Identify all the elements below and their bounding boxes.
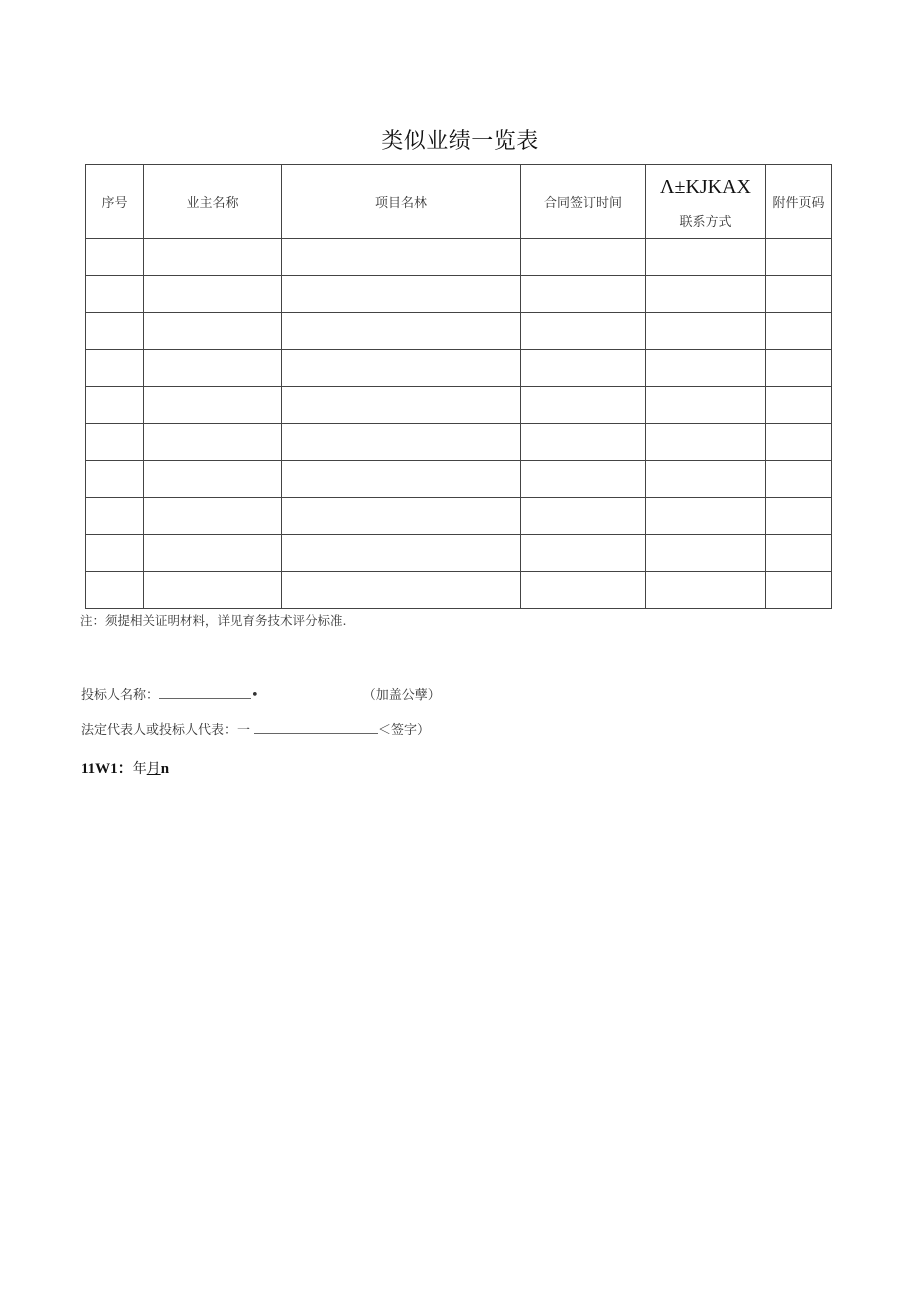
bidder-label: 投标人名称： xyxy=(81,688,160,703)
cell-project-name[interactable] xyxy=(282,572,521,609)
cell-contract-date[interactable] xyxy=(521,350,646,387)
cell-owner-name[interactable] xyxy=(144,572,282,609)
cell-owner-name[interactable] xyxy=(144,387,282,424)
table-row xyxy=(86,424,832,461)
performance-table xyxy=(85,164,832,609)
cell-owner-name[interactable] xyxy=(144,313,282,350)
header-project-name: 项目名林 xyxy=(282,165,521,239)
cell-project-name[interactable] xyxy=(282,535,521,572)
cell-project-name[interactable] xyxy=(282,313,521,350)
table-row xyxy=(86,276,832,313)
cell-contract-date[interactable] xyxy=(521,461,646,498)
cell-contract-date[interactable] xyxy=(521,313,646,350)
table-body xyxy=(86,239,832,609)
date-year: 年 xyxy=(132,761,147,777)
header-contact-top: Λ±KJKAX xyxy=(659,176,752,198)
cell-contact[interactable] xyxy=(646,535,766,572)
cell-owner-name[interactable] xyxy=(144,461,282,498)
table-header-row xyxy=(86,165,832,239)
header-attachment-page: 附件页码 xyxy=(766,165,832,239)
header-contact-bottom: 联系方式 xyxy=(679,215,732,230)
cell-owner-name[interactable] xyxy=(144,276,282,313)
cell-attachment-page[interactable] xyxy=(766,350,832,387)
cell-contact[interactable] xyxy=(646,350,766,387)
table-row xyxy=(86,313,832,350)
representative-signature-field[interactable] xyxy=(254,721,378,734)
date-month: 月 xyxy=(146,761,161,777)
cell-project-name[interactable] xyxy=(282,461,521,498)
cell-owner-name[interactable] xyxy=(144,350,282,387)
cell-owner-name[interactable] xyxy=(144,424,282,461)
cell-attachment-page[interactable] xyxy=(766,461,832,498)
table-row xyxy=(86,535,832,572)
bidder-name-field[interactable] xyxy=(159,686,251,699)
cell-seq[interactable] xyxy=(86,276,144,313)
cell-seq[interactable] xyxy=(86,239,144,276)
table-row xyxy=(86,387,832,424)
cell-attachment-page[interactable] xyxy=(766,498,832,535)
table-row xyxy=(86,461,832,498)
cell-owner-name[interactable] xyxy=(144,239,282,276)
cell-attachment-page[interactable] xyxy=(766,387,832,424)
representative-label: 法定代表人或投标人代表：一 xyxy=(81,723,251,738)
cell-contract-date[interactable] xyxy=(521,424,646,461)
table-row xyxy=(86,350,832,387)
cell-contact[interactable] xyxy=(646,387,766,424)
header-contract-date: 合同签订时间 xyxy=(521,165,646,239)
bidder-dot: • xyxy=(251,688,259,703)
cell-project-name[interactable] xyxy=(282,498,521,535)
cell-attachment-page[interactable] xyxy=(766,239,832,276)
date-label: 11W1： xyxy=(81,761,133,777)
cell-project-name[interactable] xyxy=(282,387,521,424)
cell-attachment-page[interactable] xyxy=(766,313,832,350)
cell-attachment-page[interactable] xyxy=(766,535,832,572)
cell-seq[interactable] xyxy=(86,350,144,387)
cell-seq[interactable] xyxy=(86,572,144,609)
representative-line xyxy=(81,719,430,738)
cell-contact[interactable] xyxy=(646,461,766,498)
cell-attachment-page[interactable] xyxy=(766,572,832,609)
date-line xyxy=(81,757,169,778)
cell-project-name[interactable] xyxy=(282,424,521,461)
bidder-line xyxy=(81,684,441,703)
cell-contract-date[interactable] xyxy=(521,572,646,609)
cell-contract-date[interactable] xyxy=(521,387,646,424)
table-row xyxy=(86,572,832,609)
date-day: n xyxy=(160,761,170,777)
cell-project-name[interactable] xyxy=(282,276,521,313)
cell-owner-name[interactable] xyxy=(144,498,282,535)
cell-seq[interactable] xyxy=(86,424,144,461)
cell-contact[interactable] xyxy=(646,239,766,276)
cell-seq[interactable] xyxy=(86,387,144,424)
cell-seq[interactable] xyxy=(86,313,144,350)
header-contact xyxy=(646,165,766,239)
cell-contract-date[interactable] xyxy=(521,239,646,276)
page-title: 类似业绩一览表 xyxy=(381,129,539,154)
cell-contact[interactable] xyxy=(646,313,766,350)
cell-seq[interactable] xyxy=(86,498,144,535)
header-seq: 序号 xyxy=(86,165,144,239)
cell-seq[interactable] xyxy=(86,535,144,572)
cell-contact[interactable] xyxy=(646,276,766,313)
cell-attachment-page[interactable] xyxy=(766,276,832,313)
cell-project-name[interactable] xyxy=(282,350,521,387)
cell-project-name[interactable] xyxy=(282,239,521,276)
cell-contract-date[interactable] xyxy=(521,276,646,313)
cell-contact[interactable] xyxy=(646,572,766,609)
signature-note: ＜签字） xyxy=(378,723,431,738)
seal-note: （加盖公孽） xyxy=(362,688,441,703)
table-row xyxy=(86,498,832,535)
header-owner-name: 业主名称 xyxy=(144,165,282,239)
cell-contract-date[interactable] xyxy=(521,498,646,535)
cell-seq[interactable] xyxy=(86,461,144,498)
note-text: 注：须提相关证明材料，详见育务技术评分标准. xyxy=(80,613,347,628)
cell-owner-name[interactable] xyxy=(144,535,282,572)
cell-attachment-page[interactable] xyxy=(766,424,832,461)
cell-contact[interactable] xyxy=(646,424,766,461)
cell-contract-date[interactable] xyxy=(521,535,646,572)
cell-contact[interactable] xyxy=(646,498,766,535)
table-row xyxy=(86,239,832,276)
